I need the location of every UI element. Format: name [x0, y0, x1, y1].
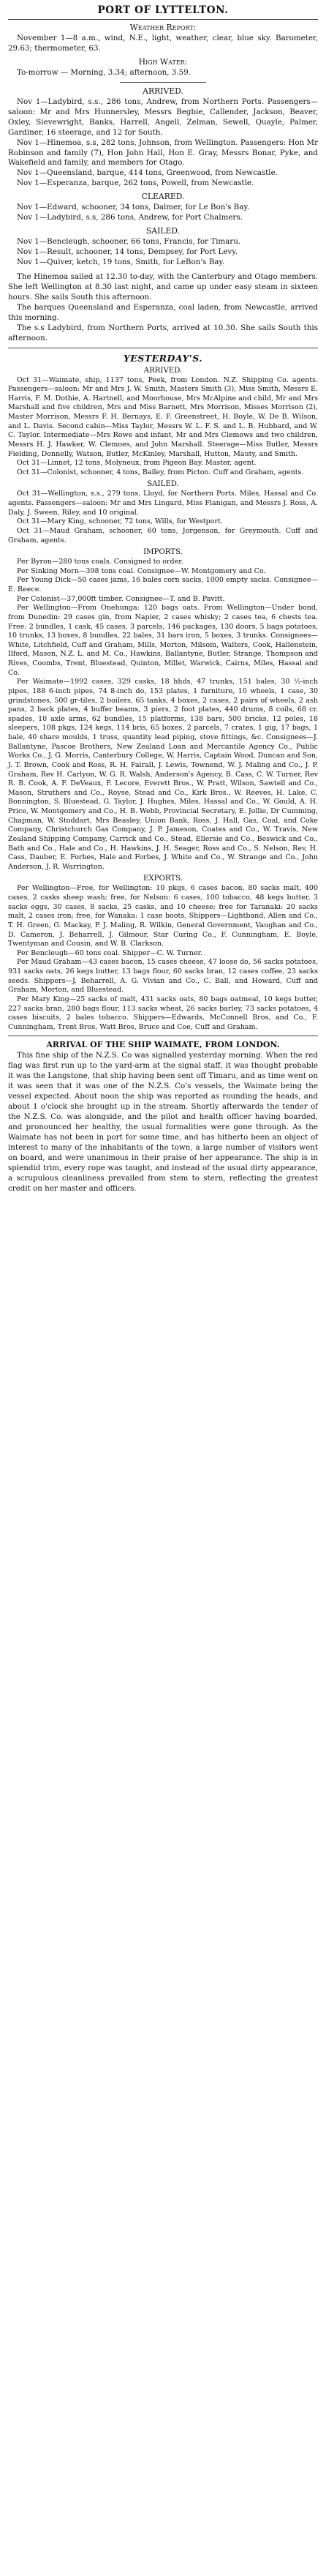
sailed-heading: SAILED.	[145, 226, 181, 236]
export-entry: Per Bencleugh—60 tons coal. Shipper—C. W. Turner.	[17, 948, 202, 957]
arrival-entry: Nov 1—Hinemoa, s.s, 282 tons, Johnson, from Wellington. Passengers: Hon Mr Robinson and family (7), Hon John Hall, Hon E. Gray, Messrs Bonar, Pyke, and Wakefield and family, and members for Otago.	[8, 138, 318, 168]
yesterday-sailed-entry: Oct 31—Wellington, s.s., 279 tons, Lloyd, for Northern Ports. Miles, Hassal and Co. agents. Passengers—saloon: Mr and Mrs Lingard, Miss Flanigan, and Messrs J. Ross, A. Daly, J. Sween, Riley, and 10 original.	[8, 490, 318, 517]
weather-heading: Weather Report:	[129, 23, 197, 32]
yesterdays-section	[8, 353, 318, 1033]
import-entry: Per Wellington—From Onehunga: 120 bags oats. From Wellington—Under bond, from Dunedin: 29 cases gin, from Napier, 2 cases whisky; 2 cases tea, 6 chests tea. Free: 2 bundles, 1 cask, 45 cases, 3 parcels, 146 packages, 130 doors, 5 bags potatoes, 10 trunks, 13 boxes, 8 bundles, 22 bales, 31 bars iron, 5 boxes, 3 trunks. Consignees—White, Litchfield, Cuff and Graham, Mills, Morton, Milsom, Walters, Cook, Hallenstein, Ilford, Mason, N.Z. L. and M. Co., Hawkins, Ballantyne, Butler, Strange, Thompson and Rives, Coombs, Trent, Bluestead, Quinton, Millet, Warwick, Cairns, Miles, Hassal and Co.	[8, 604, 318, 677]
exports-heading: EXPORTS.	[143, 875, 183, 883]
sailed-entry: Nov 1—Result, schooner, 14 tons, Dempsey, for Port Levy.	[17, 247, 238, 257]
yesterday-arrival-entry: Oct 31—Linnet, 12 tons, Molyneux, from Pigeon Bay. Master, agent.	[17, 459, 257, 468]
port-masthead: PORT OF LYTTELTON.	[8, 3, 318, 20]
cleared-entry: Nov 1—Ladybird, s.s, 286 tons, Andrew, for Port Chalmers.	[17, 213, 243, 222]
high-water-times: To-morrow — Morning, 3.34; afternoon, 3.59.	[17, 67, 191, 77]
sailed-entry: Nov 1—Quiver, ketch, 19 tons, Smith, for LeBon's Bay.	[17, 258, 225, 266]
arrival-article-paragraph: This fine ship of the N.Z.S. Co was signalled yesterday morning. When the red flag was first run up to the yard-arm at the signal staff, it was thought probable it was the Langstone, that ship having been sent off Timaru, and as time went on it was seen that it was one of the N.Z.S. Co's vessels, the Waimate being the vessel expected. About noon the ship was reported as rounding the heads, and about 1 o'clock she brought up in the stream. Shortly afterwards the tender of the N.Z.S. Co. was alongside, and the pilot and health officer having boarded, and pronounced her healthy, the usual formalities were gone through. As the Waimate has not been in port for some time, and has hitherto been an object of interest to many of the inhabitants of the town, a large number of visitors went on board, and were unanimous in their praise of her appearance. The ship is in splendid trim, every rope was taught, and instead of the usual dirty appearance, a scrupulous cleanliness prevailed from stem to stern, reflecting the greatest credit on her master and officers.	[8, 1051, 318, 1193]
high-water-heading: High Water:	[138, 56, 188, 67]
yesterday-arrived-heading: ARRIVED.	[143, 366, 183, 375]
import-entry: Per Colonist—37,000ft timber. Consignee—T. and B. Pavitt.	[17, 594, 225, 603]
divider	[120, 82, 207, 83]
export-entry: Per Maud Graham—43 cases bacon, 15 cases cheese, 47 loose do, 56 sacks potatoes, 931 sacks oats, 26 kegs butter, 13 bags flour, 60 sacks bran, 12 cases coffee, 23 sacks seeds. Shippers—J. Beharrell, A. G. Vivian and Co., C. Ball, and Howard, Cuff and Graham, Morton, and Bluestead.	[8, 958, 318, 995]
arrived-heading: ARRIVED.	[143, 86, 183, 96]
export-entry: Per Wellington—Free, for Wellington: 10 pkgs, 6 cases bacon, 80 sacks malt, 400 cases, 2 casks sheep wash; free, for Nelson: 6 cases, 100 tobacco, 48 kegs butter, 3 sacks eggs, 30 cases, 8 sacks, 25 casks, and 10 cheese; free for Taranaki: 20 sacks malt, 2 cases iron; free, for Wanaka: 1 case boots. Shippers—Lightband, Allen and Co., T. H. Green, G. Mackay, P. J. Maling, R. Wilkin, General Government, Vaughan and Co., D. Cameron, J. Beharrell, J. Gilmour, Star Curing Co., F. Cunningham, E. Boyle, Twentyman and Cousin, and W. B. Clarkson.	[8, 884, 318, 948]
yesterday-sailed-entry: Oct 31—Maud Graham, schooner, 60 tons, Jorgenson, for Greymouth. Cuff and Graham, agents.	[8, 526, 318, 544]
imports-heading: IMPORTS.	[143, 548, 183, 557]
arrival-entry: Nov 1—Ladybird, s.s., 286 tons, Andrew, from Northern Ports. Passengers—saloon: Mr and Mrs Hunnersley, Messrs Begbie, Callender, Jackson, Beaver, Oxley, Sievewright, Banks, Harrell, Angell, Zelman, Sewell, Quayle, Palmer, Gardiner, 16 steerage, and 12 for South.	[8, 97, 318, 137]
import-entry: Per Waimate—1992 cases, 329 casks, 18 hhds, 47 trunks, 151 bales, 30 ½-inch pipes, 188 6-inch pipes, 74 8-inch do, 153 plates, 1 furniture, 10 wheels, 1 case, 30 grindstones, 500 gr-tiles, 2 boilers, 65 tanks, 4 boxes, 2 cases, 2 pairs of wheels, 2 ash pans, 2 back plates, 4 buffer beams, 3 piers, 2 foot plates, 440 drums, 8 coils, 68 cr. spades, 10 axle arms, 62 bundles, 15 platforms, 138 bars, 500 bricks, 12 poles, 18 sleepers, 108 pkgs, 124 kegs, 114 bris, 65 boxes, 2 parcels, 7 crates, 1 gig, 17 bags, 1 bale, 40 share moulds, 1 truss, quantity lead piping, stove fittings, &c. Consignees—J. Ballantyne, Pascoe Brothers, New Zealand Loan and Mercantile Agency Co., Public Works Co., J. G. Morris, Canterbury College, W. Harris, Captain Wood, Duncan and Son, J. T. Brown, Cook and Ross, R. H. Fairall, J. Lewis, Townend, W. J. Maling and Co., J. P. Graham, Rev H. Carlyon, W. G. R. Walsh, Anderson's Agency, B. Cass, C. W. Turner, Rev R. B. Cook, A. F. DeVeaux, F. Lecore, Everett Bros., W. Pratt, Wilson, Sawtell and Co., Mason, Struthers and Co., Royse, Stead and Co., Kirk Bros., W. Reeves, H. Lake, C. Bonnington, S. Bluestead, G. Taylor, J. Hughes, Miles, Hassal and Co., W. Gould, A. H. Price, W. Montgomery and Co., H. B. Webb, Provincial Secretary, E. Jollie, Dr Cumming, Chapman, W. Stoddart, Mrs Beasley, Union Bank, Ross, J. Hall, Gas, Coal, and Coke Company, Christchurch Gas Company, J. P. Jameson, Coates and Co., W. Travis, New Zealand Shipping Company, Carrick and Co., Stead, Ellersie and Co., Beswick and Co., Bath and Co., Hale and Co., H. Hawkins, J. H. Seager, Ross and Co., S. Nelson, Rev, H. Cass, Dauber, E. Forbes, Hale and Forbes, J. White and Co., W. Strange and Co., John Anderson, J. R. Warrington.	[8, 678, 318, 871]
arrival-entry: Nov 1—Queensland, barque, 414 tons, Greenwood, from Newcastle.	[17, 168, 278, 178]
newspaper-column	[8, 0, 318, 1197]
export-entry: Per Mary King—25 sacks of malt, 431 sacks oats, 80 bags oatmeal, 10 kegs butter, 227 sacks bran, 280 bags flour, 113 sacks wheat, 26 sacks barley, 73 sacks potatoes, 4 cases biscuits, 2 bales tobacco. Shippers—Edwards, McConnell Bros, and Co., F. Cunningham, Trent Bros, Watt Bros, Bruce and Coe, Cuff and Graham.	[8, 995, 318, 1031]
import-entry: Per Young Dick—50 cases jams, 16 bales corn sacks, 1000 empty sacks. Consignee—E. Reece.	[8, 576, 318, 594]
port-note: The barques Queensland and Esperanza, coal laden, from Newcastle, arrived this morning.	[8, 302, 318, 322]
yesterdays-title: YESTERDAY'S.	[123, 352, 203, 364]
yesterday-arrival-entry: Oct 31—Colonist, schooner, 4 tons, Bailey, from Picton. Cuff and Graham, agents.	[17, 468, 304, 476]
yesterday-sailed-entry: Oct 31—Mary King, schooner, 72 tons, Wills, for Westport.	[17, 517, 223, 526]
arrival-entry: Nov 1—Esperanza, barque, 262 tons, Powell, from Newcastle.	[17, 179, 254, 188]
cleared-entry: Nov 1—Edward, schooner, 34 tons, Dalmer, for Le Bon's Bay.	[17, 203, 250, 212]
import-entry: Per Byron—280 tons coals. Consigned to order.	[17, 558, 183, 566]
yesterday-arrival-entry: Oct 31—Waimate, ship, 1137 tons, Peek, from London. N.Z. Shipping Co. agents. Passengers—saloon: Mr and Mrs J. W. Smith, Masters Smith (3), Miss Smith, Messrs E. Harris, F. M. Dothie, A. Hartnell, and Moorhouse, Mrs McAlpine and child, Mr and Mrs Marshall and five children, Mrs and Miss Barnett, Mrs Morrison, Misses Morrison (2), Master Morrison, Messrs F. H. Bernays, E. F. Greenstreet, H. Boyle, W. De B. Wilson, and L. Davis. Second cabin—Miss Taylor, Messrs W. L. F. S. and L. B. Hubbard, and W. C. Taylor. Intermediate—Mrs Rowe and infant, Mr and Mrs Clemows and two children, Messrs H. J. Hawker, W. Clemoes, and John Marshall. Steerage—Miss Butler, Messrs Fielding, Donnelly, Watson, Butler, McKinley, Marshall, Hutton, Mauty, and Smith.	[8, 375, 318, 458]
port-note: The Hinemoa sailed at 12.30 to-day, with the Canterbury and Otago members. She left Wellington at 8.30 last night, and came up under easy steam in sixteen hours. She sails South this afternoon.	[8, 272, 318, 302]
port-note: The s.s Ladybird, from Northern Ports, arrived at 10.30. She sails South this afternoon.	[8, 323, 318, 342]
import-entry: Per Sinking Morn—398 tons coal. Consignee—W. Montgomery and Co.	[17, 566, 266, 575]
weather-report: November 1—8 a.m., wind, N.E., light, weather, clear, blue sky. Barometer, 29.63; thermometer, 63.	[8, 34, 318, 53]
arrival-article-title: ARRIVAL OF THE SHIP WAIMATE, FROM LONDON.	[46, 1040, 280, 1050]
cleared-heading: CLEARED.	[141, 192, 185, 202]
sailed-entry: Nov 1—Bencleugh, schooner, 66 tons, Francis, for Timaru.	[17, 237, 241, 247]
yesterday-sailed-heading: SAILED.	[147, 480, 179, 489]
